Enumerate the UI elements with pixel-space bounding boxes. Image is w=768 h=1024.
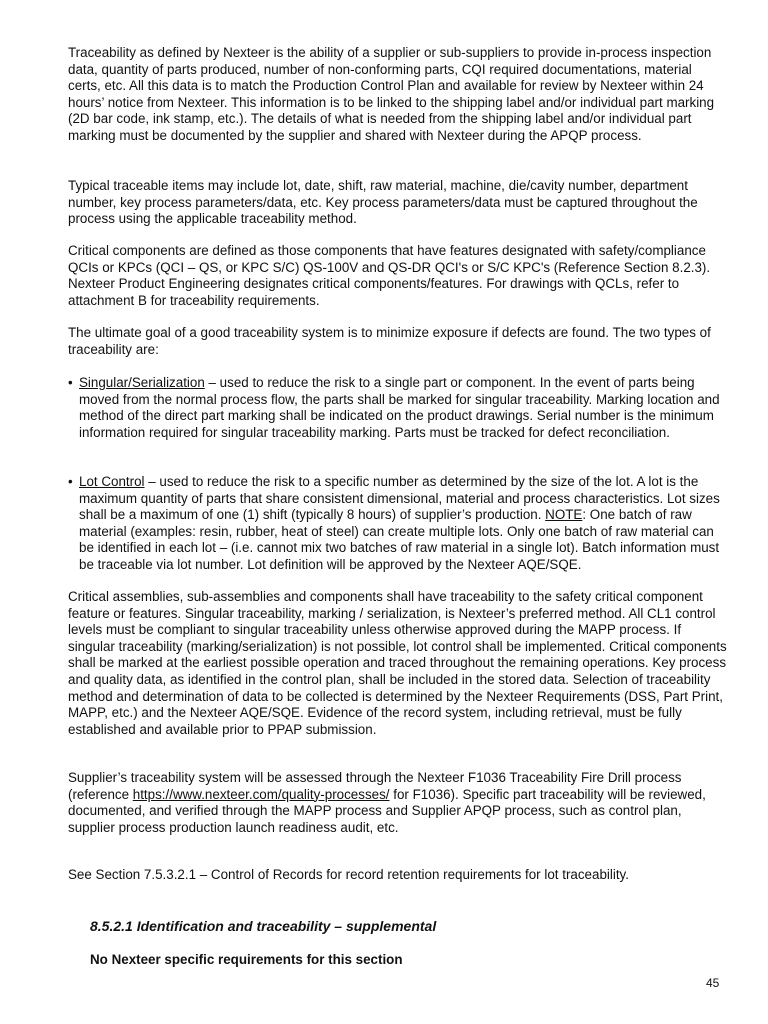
paragraph-critical-components: Critical components are defined as those components that have features designated with safety/compliance QCIs or KPCs (QCI – QS, or KPC S/C) QS-100V and QS-DR QCI's or S/C KPC's (Reference Section 8.2.3). Nexteer Product Engineering designates critical components/features. For drawings with QCLs, refer to attachment B for traceability requirements. — [68, 243, 711, 308]
bullet-description: – used to reduce the risk to a specific number as determined by the size of the lot. A lot is the maximum quantity of parts that share consistent dimensional, material and process characteristics. Lot sizes shall be a maximum of one (1) shift (typically 8 hours) of supplier’s production. — [79, 474, 720, 523]
paragraph-critical-assemblies: Critical assemblies, sub-assemblies and components shall have traceability to the safety critical component feature or features. Singular traceability, marking / serialization, is Nexteer’s preferred method. All CL1 control levels must be compliant to singular traceability unless otherwise approved during the MAPP process. If singular traceability (marking/serialization) is not possible, lot control shall be implemented. Critical components shall be marked at the earliest possible operation and traced throughout the remaining operations. Key process and quality data, as identified in the control plan, shall be included in the stored data. Selection of traceability method and determination of data to be collected is determined by the Nexteer Requirements (DSS, Part Print, MAPP, etc.) and the Nexteer AQE/SQE. Evidence of the record system, including retrieval, must be fully established and available prior to PPAP submission. — [68, 589, 727, 737]
paragraph-traceable-items: Typical traceable items may include lot, date, shift, raw material, machine, die/cavity number, department number, key process parameters/data, etc. Key process parameters/data must be captured throughout the process using the applicable traceability method. — [68, 178, 698, 227]
paragraph-supplier-traceability — [68, 770, 728, 836]
bullet-description: – used to reduce the risk to a single part or component. In the event of parts being moved from the normal process flow, the parts shall be marked for singular traceability. Marking location and method of the direct part marking shall be indicated on the product drawings. Serial number is the minimum information required for singular traceability marking. Parts must be tracked for defect reconciliation. — [79, 375, 720, 440]
bullet-marker: • — [68, 474, 73, 489]
paragraph-traceability-goal: The ultimate goal of a good traceability system is to minimize exposure if defects are found. The two types of traceability are: — [68, 325, 711, 357]
link-quality-processes[interactable]: https://www.nexteer.com/quality-processes/ — [132, 786, 390, 802]
bullet-lot-control — [68, 474, 728, 574]
term-lot-control: Lot Control — [79, 474, 145, 489]
paragraph-record-retention: See Section 7.5.3.2.1 – Control of Records for record retention requirements for lot traceability. — [68, 867, 629, 882]
paragraph-traceability-definition: Traceability as defined by Nexteer is the ability of a supplier or sub-suppliers to provide in-process inspection data, quantity of parts produced, number of non-conforming parts, CQI required documentations, material certs, etc. All this data is to match the Production Control Plan and available for review by Nexteer within 24 hours’ notice from Nexteer. This information is to be linked to the shipping label and/or individual part marking (2D bar code, ink stamp, etc.). The details of what is needed from the shipping label and/or individual part marking must be documented by the supplier and shared with Nexteer during the APQP process. — [68, 45, 715, 143]
section-subheading: No Nexteer specific requirements for this section — [90, 952, 403, 967]
paragraph-text: Supplier’s traceability system will be assessed through the Nexteer F1036 Traceability Fire Drill process (reference — [68, 770, 682, 802]
bullet-description-continued: : One batch of raw material (examples: resin, rubber, heat of steel) can create multiple lots. Only one batch of raw material can be identified in each lot – (i.e. cannot mix two batches of raw material in a single lot). Batch information must be traceable via lot number. Lot definition will be approved by the Nexteer AQE/SQE. — [79, 507, 720, 572]
section-heading: 8.5.2.1 Identification and traceability – supplemental — [90, 918, 437, 934]
bullet-singular-serialization — [68, 375, 728, 441]
term-singular-serialization: Singular/Serialization — [79, 375, 205, 390]
paragraph-text-continued: for F1036). Specific part traceability will be reviewed, documented, and verified through the MAPP process and Supplier APQP process, such as control plan, supplier process production launch readiness audit, etc. — [68, 786, 706, 835]
page-number: 45 — [706, 976, 720, 990]
bullet-text — [79, 474, 728, 574]
bullet-marker: • — [68, 375, 73, 390]
bullet-text — [79, 375, 728, 441]
note-label: NOTE — [545, 507, 583, 523]
